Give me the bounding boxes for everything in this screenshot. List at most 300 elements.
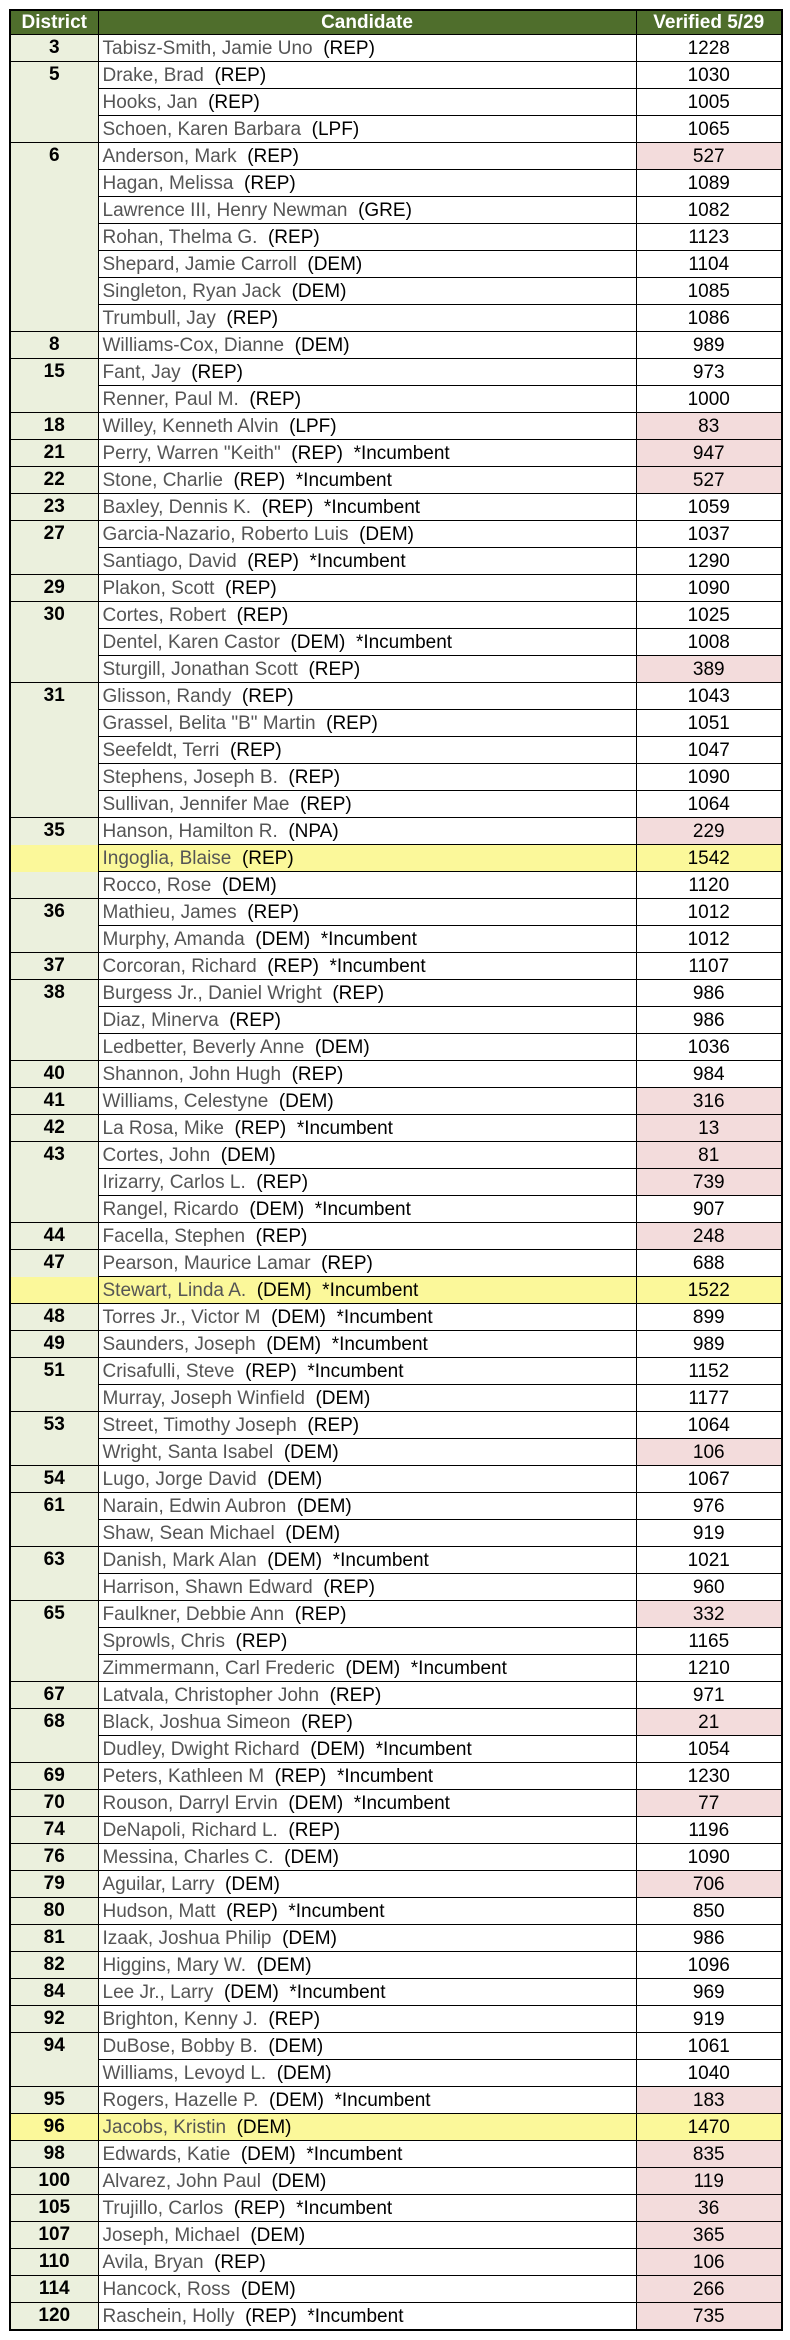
party-label: (DEM) [284, 1846, 340, 1868]
party-label: (DEM) [271, 1306, 326, 1328]
candidate-name: Faulkner, Debbie Ann [102, 1603, 285, 1625]
incumbent-label: *Incumbent [320, 928, 417, 950]
district-cell [10, 872, 98, 899]
candidate-cell [98, 1223, 636, 1250]
votes-cell: 365 [636, 2222, 782, 2249]
table-row [10, 1169, 782, 1196]
table-row [10, 1979, 782, 2006]
party-label: (REP) [323, 1576, 375, 1598]
table-row [10, 899, 782, 926]
table-row [10, 2249, 782, 2276]
candidate-cell [98, 764, 636, 791]
candidate-name: Lee Jr., Larry [102, 1981, 214, 2003]
votes-cell: 1040 [636, 2060, 782, 2087]
district-cell [10, 197, 98, 224]
district-cell: 67 [10, 1682, 98, 1709]
table-row [10, 1277, 782, 1304]
votes-cell: 229 [636, 818, 782, 845]
votes-cell: 106 [636, 1439, 782, 1466]
table-row [10, 1871, 782, 1898]
votes-cell: 1522 [636, 1277, 782, 1304]
party-label: (GRE) [358, 199, 412, 221]
candidate-name: Rouson, Darryl Ervin [102, 1792, 278, 1814]
candidate-name: Ingoglia, Blaise [102, 847, 232, 869]
party-label: (DEM) [267, 1468, 323, 1490]
table-row [10, 818, 782, 845]
votes-cell: 976 [636, 1493, 782, 1520]
party-label: (REP) [235, 1630, 288, 1652]
votes-cell: 106 [636, 2249, 782, 2276]
candidate-cell [98, 872, 636, 899]
votes-cell: 81 [636, 1142, 782, 1169]
votes-cell: 1085 [636, 278, 782, 305]
district-cell: 6 [10, 143, 98, 170]
party-label: (REP) [321, 1252, 373, 1274]
candidate-cell [98, 575, 636, 602]
district-cell: 53 [10, 1412, 98, 1439]
table-row [10, 2141, 782, 2168]
district-cell [10, 2060, 98, 2087]
party-label: (REP) [225, 577, 277, 599]
candidate-cell [98, 494, 636, 521]
district-cell [10, 1277, 98, 1304]
table-row [10, 1790, 782, 1817]
candidate-cell [98, 116, 636, 143]
candidate-name: Glisson, Randy [102, 685, 232, 707]
candidate-cell [98, 656, 636, 683]
incumbent-label: *Incumbent [375, 1738, 472, 1760]
candidate-cell [98, 332, 636, 359]
candidate-cell [98, 305, 636, 332]
candidate-cell [98, 2195, 636, 2222]
party-label: (REP) [208, 91, 260, 113]
table-row [10, 2006, 782, 2033]
table-row [10, 89, 782, 116]
table-row [10, 1304, 782, 1331]
party-label: (REP) [307, 1414, 360, 1436]
district-cell: 82 [10, 1952, 98, 1979]
candidate-cell [98, 440, 636, 467]
candidate-cell [98, 2141, 636, 2168]
candidate-name: Dentel, Karen Castor [102, 631, 280, 653]
incumbent-label: *Incumbent [296, 2197, 393, 2219]
table-row [10, 116, 782, 143]
votes-cell: 973 [636, 359, 782, 386]
candidate-cell [98, 1979, 636, 2006]
candidate-name: Williams, Levoyd L. [102, 2062, 267, 2084]
district-cell: 79 [10, 1871, 98, 1898]
table-row [10, 602, 782, 629]
table-row [10, 548, 782, 575]
district-cell: 31 [10, 683, 98, 710]
incumbent-label: *Incumbent [306, 2143, 403, 2165]
district-cell: 105 [10, 2195, 98, 2222]
votes-cell: 986 [636, 1925, 782, 1952]
district-cell: 30 [10, 602, 98, 629]
district-cell: 107 [10, 2222, 98, 2249]
party-label: (REP) [226, 307, 279, 329]
district-cell: 80 [10, 1898, 98, 1925]
votes-cell: 83 [636, 413, 782, 440]
candidate-cell [98, 143, 636, 170]
votes-cell: 919 [636, 2006, 782, 2033]
candidate-cell [98, 548, 636, 575]
votes-cell: 1542 [636, 845, 782, 872]
candidate-name: Irizarry, Carlos L. [102, 1171, 246, 1193]
table-row [10, 332, 782, 359]
incumbent-label: *Incumbent [323, 496, 421, 518]
party-label: (DEM) [282, 1927, 337, 1949]
candidate-cell [98, 1952, 636, 1979]
candidate-name: Trujillo, Carlos [102, 2197, 224, 2219]
district-cell [10, 386, 98, 413]
incumbent-label: *Incumbent [410, 1657, 507, 1679]
votes-cell: 1089 [636, 170, 782, 197]
candidate-cell [98, 1763, 636, 1790]
table-row [10, 764, 782, 791]
candidate-name: Anderson, Mark [102, 145, 237, 167]
table-row [10, 1142, 782, 1169]
table-row [10, 305, 782, 332]
incumbent-label: *Incumbent [334, 2089, 431, 2111]
district-cell: 68 [10, 1709, 98, 1736]
party-label: (REP) [244, 172, 296, 194]
votes-cell: 989 [636, 332, 782, 359]
candidate-cell [98, 1574, 636, 1601]
party-label: (DEM) [255, 928, 311, 950]
table-row [10, 1115, 782, 1142]
table-row [10, 1088, 782, 1115]
candidate-cell [98, 1817, 636, 1844]
votes-cell: 1086 [636, 305, 782, 332]
party-label: (DEM) [359, 523, 414, 545]
district-cell [10, 656, 98, 683]
candidate-name: Dudley, Dwight Richard [102, 1738, 300, 1760]
votes-cell: 1067 [636, 1466, 782, 1493]
party-label: (NPA) [288, 820, 339, 842]
candidate-name: Trumbull, Jay [102, 307, 216, 329]
candidate-name: Tabisz-Smith, Jamie Uno [102, 37, 313, 59]
candidate-cell [98, 467, 636, 494]
votes-cell: 735 [636, 2303, 782, 2331]
table-row [10, 1385, 782, 1412]
candidate-name: Raschein, Holly [102, 2305, 235, 2327]
candidate-cell [98, 1844, 636, 1871]
candidate-cell [98, 602, 636, 629]
district-cell: 42 [10, 1115, 98, 1142]
header-row [10, 10, 782, 35]
district-cell: 48 [10, 1304, 98, 1331]
incumbent-label: *Incumbent [307, 2305, 404, 2327]
candidate-name: Edwards, Katie [102, 2143, 231, 2165]
table-row [10, 1763, 782, 1790]
candidate-name: Rohan, Thelma G. [102, 226, 258, 248]
candidate-name: Murray, Joseph Winfield [102, 1387, 305, 1409]
district-cell [10, 1520, 98, 1547]
candidate-cell [98, 1277, 636, 1304]
votes-cell: 907 [636, 1196, 782, 1223]
table-row [10, 494, 782, 521]
party-label: (REP) [291, 1063, 344, 1085]
table-row [10, 926, 782, 953]
party-label: (DEM) [314, 1036, 370, 1058]
table-row [10, 1547, 782, 1574]
candidate-cell [98, 1682, 636, 1709]
candidate-name: Williams, Celestyne [102, 1090, 269, 1112]
table-row [10, 1034, 782, 1061]
candidate-cell [98, 1385, 636, 1412]
candidate-name: Seefeldt, Terri [102, 739, 220, 761]
district-cell: 21 [10, 440, 98, 467]
candidate-name: Avila, Bryan [102, 2251, 204, 2273]
table-row [10, 143, 782, 170]
votes-cell: 527 [636, 467, 782, 494]
votes-cell: 1064 [636, 1412, 782, 1439]
district-cell: 37 [10, 953, 98, 980]
votes-cell: 1047 [636, 737, 782, 764]
votes-cell: 971 [636, 1682, 782, 1709]
party-label: (REP) [233, 469, 286, 491]
votes-cell: 1037 [636, 521, 782, 548]
district-cell [10, 116, 98, 143]
votes-cell: 1025 [636, 602, 782, 629]
district-cell [10, 926, 98, 953]
votes-cell: 77 [636, 1790, 782, 1817]
candidate-cell [98, 1007, 636, 1034]
candidate-cell [98, 899, 636, 926]
candidate-cell [98, 1439, 636, 1466]
district-cell [10, 737, 98, 764]
votes-cell: 1051 [636, 710, 782, 737]
candidate-name: DuBose, Bobby B. [102, 2035, 258, 2057]
candidate-name: Hancock, Ross [102, 2278, 231, 2300]
candidate-name: Burgess Jr., Daniel Wright [102, 982, 322, 1004]
votes-cell: 1196 [636, 1817, 782, 1844]
candidate-name: Wright, Santa Isabel [102, 1441, 274, 1463]
candidate-cell [98, 791, 636, 818]
party-label: (DEM) [296, 1495, 352, 1517]
party-label: (DEM) [266, 1333, 322, 1355]
party-label: (REP) [226, 1900, 278, 1922]
candidate-cell [98, 926, 636, 953]
district-cell: 27 [10, 521, 98, 548]
table-row [10, 2060, 782, 2087]
votes-cell: 835 [636, 2141, 782, 2168]
district-cell [10, 764, 98, 791]
votes-cell: 1090 [636, 764, 782, 791]
table-row [10, 1412, 782, 1439]
party-label: (REP) [301, 1711, 353, 1733]
party-label: (REP) [191, 361, 243, 383]
candidate-name: Diaz, Minerva [102, 1009, 219, 1031]
district-header: District [10, 10, 98, 35]
candidate-name: Peters, Kathleen M [102, 1765, 265, 1787]
district-cell [10, 1007, 98, 1034]
candidate-name: Jacobs, Kristin [102, 2116, 227, 2138]
party-label: (DEM) [291, 280, 347, 302]
candidate-cell [98, 359, 636, 386]
district-cell: 3 [10, 35, 98, 62]
candidate-name: Shaw, Sean Michael [102, 1522, 275, 1544]
district-cell: 65 [10, 1601, 98, 1628]
candidate-cell [98, 1871, 636, 1898]
party-label: (DEM) [271, 2170, 327, 2192]
votes-cell: 183 [636, 2087, 782, 2114]
candidate-name: Higgins, Mary W. [102, 1954, 247, 1976]
table-row [10, 1493, 782, 1520]
incumbent-label: *Incumbent [331, 1333, 428, 1355]
incumbent-label: *Incumbent [336, 1306, 433, 1328]
table-row [10, 1358, 782, 1385]
candidate-header: Candidate [98, 10, 636, 35]
table-row [10, 2276, 782, 2303]
votes-cell: 1012 [636, 899, 782, 926]
district-cell: 44 [10, 1223, 98, 1250]
candidate-cell [98, 818, 636, 845]
district-cell: 96 [10, 2114, 98, 2141]
table-row [10, 1844, 782, 1871]
incumbent-label: *Incumbent [307, 1360, 404, 1382]
candidate-cell [98, 1520, 636, 1547]
party-label: (REP) [249, 388, 302, 410]
party-label: (DEM) [256, 1279, 312, 1301]
votes-cell: 706 [636, 1871, 782, 1898]
candidate-name: Sturgill, Jonathan Scott [102, 658, 298, 680]
party-label: (DEM) [223, 1981, 279, 2003]
candidate-name: Stewart, Linda A. [102, 1279, 247, 1301]
district-cell [10, 1034, 98, 1061]
votes-cell: 969 [636, 1979, 782, 2006]
party-label: (REP) [229, 739, 282, 761]
district-cell: 114 [10, 2276, 98, 2303]
district-cell: 94 [10, 2033, 98, 2060]
district-cell: 98 [10, 2141, 98, 2168]
candidate-cell [98, 224, 636, 251]
candidate-name: Harrison, Shawn Edward [102, 1576, 313, 1598]
candidate-cell [98, 2033, 636, 2060]
candidate-name: Joseph, Michael [102, 2224, 240, 2246]
candidate-cell [98, 980, 636, 1007]
candidate-name: Izaak, Joshua Philip [102, 1927, 272, 1949]
candidate-cell [98, 89, 636, 116]
party-label: (DEM) [240, 2278, 296, 2300]
candidate-name: Hooks, Jan [102, 91, 198, 113]
candidate-cell [98, 386, 636, 413]
candidate-cell [98, 1088, 636, 1115]
incumbent-label: *Incumbent [288, 1900, 385, 1922]
candidate-name: Cortes, Robert [102, 604, 227, 626]
votes-cell: 986 [636, 980, 782, 1007]
district-cell [10, 1628, 98, 1655]
table-row [10, 1061, 782, 1088]
candidate-name: Saunders, Joseph [102, 1333, 256, 1355]
votes-cell: 1120 [636, 872, 782, 899]
incumbent-label: *Incumbent [309, 550, 406, 572]
district-cell [10, 305, 98, 332]
candidate-cell [98, 251, 636, 278]
votes-cell: 1005 [636, 89, 782, 116]
candidate-name: La Rosa, Mike [102, 1117, 224, 1139]
district-cell [10, 791, 98, 818]
candidate-cell [98, 2060, 636, 2087]
table-row [10, 1736, 782, 1763]
district-cell: 47 [10, 1250, 98, 1277]
votes-cell: 1000 [636, 386, 782, 413]
candidate-name: Crisafulli, Steve [102, 1360, 235, 1382]
candidate-cell [98, 1898, 636, 1925]
district-cell: 110 [10, 2249, 98, 2276]
district-cell: 5 [10, 62, 98, 89]
candidate-cell [98, 1061, 636, 1088]
district-cell: 29 [10, 575, 98, 602]
table-row [10, 1925, 782, 1952]
table-row [10, 2087, 782, 2114]
candidate-name: Lugo, Jorge David [102, 1468, 257, 1490]
votes-cell: 1036 [636, 1034, 782, 1061]
candidate-name: Schoen, Karen Barbara [102, 118, 302, 140]
district-cell [10, 224, 98, 251]
candidate-cell [98, 1790, 636, 1817]
candidate-name: Shepard, Jamie Carroll [102, 253, 297, 275]
table-row [10, 1574, 782, 1601]
district-cell: 63 [10, 1547, 98, 1574]
candidate-cell [98, 413, 636, 440]
candidate-cell [98, 1601, 636, 1628]
candidate-cell [98, 170, 636, 197]
candidate-name: Drake, Brad [102, 64, 204, 86]
candidate-name: Mathieu, James [102, 901, 237, 923]
table-row [10, 1628, 782, 1655]
votes-cell: 36 [636, 2195, 782, 2222]
district-cell: 69 [10, 1763, 98, 1790]
table-row [10, 1709, 782, 1736]
candidate-name: Ledbetter, Beverly Anne [102, 1036, 305, 1058]
incumbent-label: *Incumbent [332, 1549, 429, 1571]
candidate-cell [98, 1331, 636, 1358]
district-cell [10, 845, 98, 872]
votes-cell: 1096 [636, 1952, 782, 1979]
candidate-cell [98, 1547, 636, 1574]
candidate-name: Zimmermann, Carl Frederic [102, 1657, 335, 1679]
district-cell: 40 [10, 1061, 98, 1088]
candidate-cell [98, 1169, 636, 1196]
candidate-name: Brighton, Kenny J. [102, 2008, 258, 2030]
incumbent-label: *Incumbent [355, 631, 453, 653]
candidate-cell [98, 629, 636, 656]
candidate-name: DeNapoli, Richard L. [102, 1819, 278, 1841]
party-label: (DEM) [220, 1144, 276, 1166]
incumbent-label: *Incumbent [296, 1117, 393, 1139]
candidate-name: Rogers, Hazelle P. [102, 2089, 259, 2111]
table-row [10, 2168, 782, 2195]
party-label: (REP) [234, 1117, 287, 1139]
candidate-cell [98, 2114, 636, 2141]
party-label: (REP) [291, 442, 343, 464]
candidate-cell [98, 35, 636, 62]
table-row [10, 575, 782, 602]
district-cell: 81 [10, 1925, 98, 1952]
party-label: (REP) [245, 2305, 297, 2327]
candidate-cell [98, 1493, 636, 1520]
candidate-name: Plakon, Scott [102, 577, 215, 599]
candidate-name: Facella, Stephen [102, 1225, 246, 1247]
incumbent-label: *Incumbent [353, 1792, 450, 1814]
table-row [10, 1952, 782, 1979]
votes-cell: 1030 [636, 62, 782, 89]
candidate-cell [98, 1628, 636, 1655]
candidate-name: Fant, Jay [102, 361, 181, 383]
candidate-name: Hanson, Hamilton R. [102, 820, 278, 842]
